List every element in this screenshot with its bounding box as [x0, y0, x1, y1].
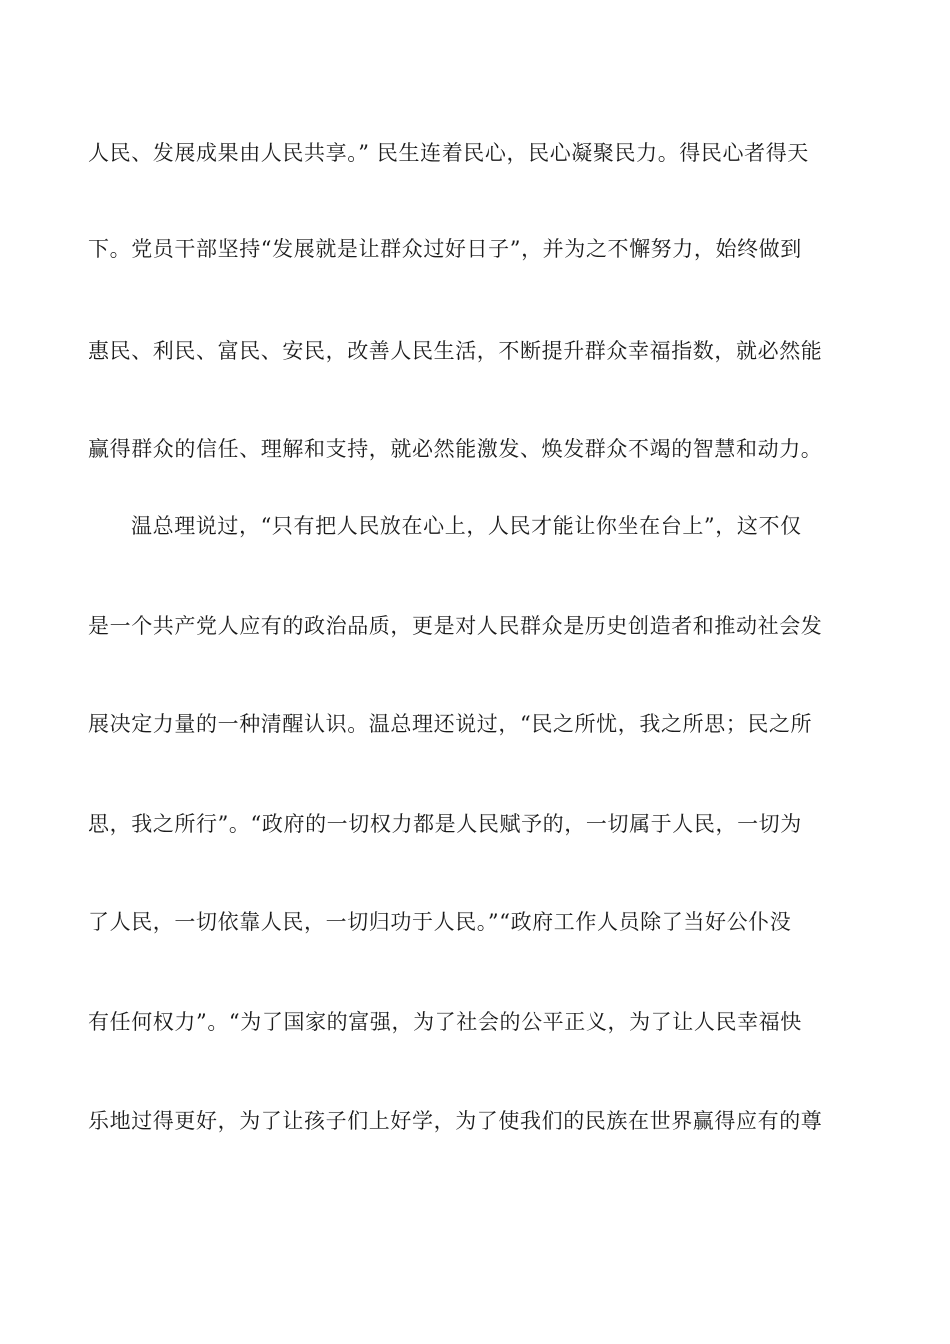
text-line-8: 思，我之所行”。“政府的一切权力都是人民赋予的，一切属于人民，一切为: [88, 812, 802, 836]
text-line-5-paragraph-start: 温总理说过，“只有把人民放在心上，人民才能让你坐在台上”，这不仅: [131, 514, 802, 538]
text-line-10: 有任何权力”。“为了国家的富强，为了社会的公平正义，为了让人民幸福快: [88, 1010, 802, 1034]
text-line-1: 人民、发展成果由人民共享。” 民生连着民心，民心凝聚民力。得民心者得天: [88, 141, 809, 165]
text-line-9: 了人民，一切依靠人民，一切归功于人民。”“政府工作人员除了当好公仆没: [88, 910, 792, 934]
text-line-6: 是一个共产党人应有的政治品质，更是对人民群众是历史创造者和推动社会发: [88, 614, 823, 638]
text-line-2: 下。党员干部坚持“发展就是让群众过好日子”，并为之不懈努力，始终做到: [88, 237, 802, 261]
text-line-7: 展决定力量的一种清醒认识。温总理还说过，“民之所忧，我之所思；民之所: [88, 712, 813, 736]
text-line-4: 赢得群众的信任、理解和支持，就必然能激发、焕发群众不竭的智慧和动力。: [88, 437, 823, 461]
text-line-3: 惠民、利民、富民、安民，改善人民生活，不断提升群众幸福指数，就必然能: [88, 339, 823, 363]
text-line-11: 乐地过得更好，为了让孩子们上好学，为了使我们的民族在世界赢得应有的尊: [88, 1109, 823, 1133]
